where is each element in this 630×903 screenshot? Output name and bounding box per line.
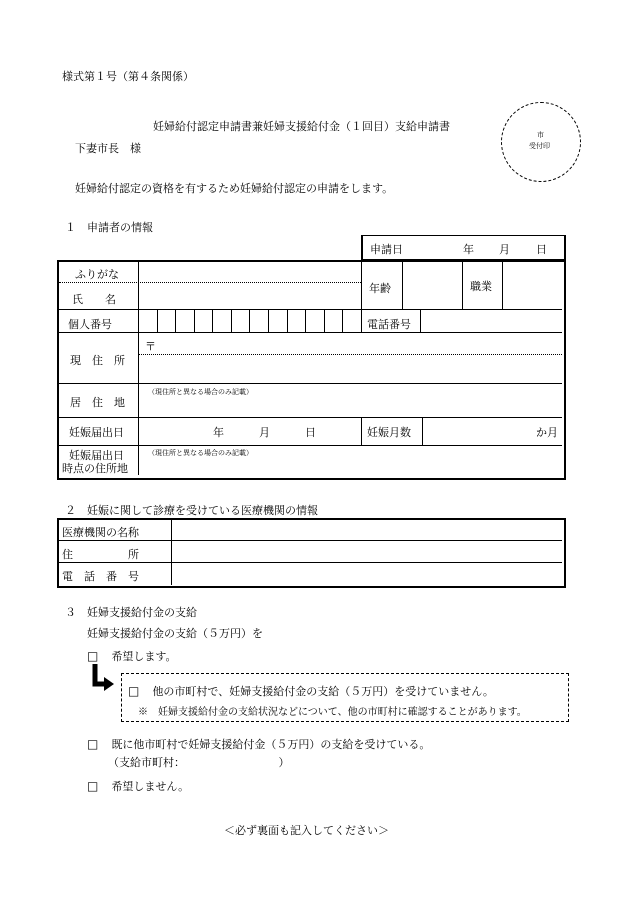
date-month-label: 月	[499, 243, 510, 256]
furigana-label: ふりがな	[75, 268, 119, 281]
pregnancy-months-field[interactable]	[424, 419, 534, 444]
institution-name-label: 医療機関の名称	[62, 526, 139, 539]
institution-address-field[interactable]	[174, 542, 560, 561]
option-not-received-label: 他の市町村で、妊婦支援給付金の支給（５万円）を受けていません。	[152, 685, 494, 698]
section3-intro: 妊婦支援給付金の支給（５万円）を	[87, 627, 263, 640]
name-label: 氏 名	[72, 293, 116, 306]
phone-label: 電話番号	[367, 318, 411, 331]
personal-number-label: 個人番号	[68, 318, 112, 331]
arrow-icon	[89, 664, 117, 694]
section1-heading: １ 申請者の情報	[65, 221, 153, 234]
option-not-wish-row[interactable]	[87, 775, 189, 794]
intro-statement: 妊婦給付認定の資格を有するため妊婦給付認定の申請をします。	[75, 182, 394, 195]
postal-mark: 〒	[145, 340, 156, 353]
application-date-box	[361, 235, 566, 260]
address-at-report-label-2: 時点の住所地	[62, 462, 128, 475]
paying-municipality-field[interactable]: （支給市町村： ）	[108, 756, 290, 769]
residence-note: （現住所と異なる場合のみ記載）	[148, 388, 253, 396]
checkbox-icon[interactable]: □	[87, 649, 99, 663]
institution-address-label: 住 所	[62, 548, 139, 561]
option-wish-detail-box	[121, 673, 569, 722]
report-year-label: 年	[213, 426, 224, 439]
pregnancy-report-date-label: 妊娠届出日	[69, 426, 124, 439]
footer-note: ＜必ず裏面も記入してください＞	[224, 824, 389, 837]
age-label: 年齢	[369, 282, 391, 295]
checkbox-icon[interactable]: □	[128, 684, 140, 698]
option-note: ※ 妊婦支援給付金の支給状況などについて、他の市町村に確認することがあります。	[138, 707, 527, 718]
furigana-field[interactable]	[140, 262, 360, 281]
personal-number-field[interactable]	[139, 310, 361, 332]
address-at-report-label-1: 妊娠届出日	[69, 449, 124, 462]
date-year-label: 年	[463, 243, 474, 256]
institution-phone-field[interactable]	[174, 564, 560, 583]
report-month-label: 月	[259, 426, 270, 439]
reception-stamp-area	[501, 102, 581, 182]
checkbox-icon[interactable]: □	[87, 737, 99, 751]
option-not-wish-label: 希望しません。	[111, 780, 190, 793]
option-already-received-row[interactable]	[87, 733, 430, 752]
report-day-label: 日	[305, 426, 316, 439]
option-already-received-label: 既に他市町村で妊婦支援給付金（５万円）の支給を受けている。	[111, 738, 431, 751]
addressee: 下妻市長 様	[75, 142, 141, 155]
address-label: 現 住 所	[70, 354, 125, 367]
stamp-label-reception: 受付印	[529, 142, 550, 150]
occupation-label: 職業	[470, 280, 492, 293]
pregnancy-report-date-field[interactable]	[140, 419, 360, 444]
application-date-label: 申請日	[370, 243, 403, 256]
pregnancy-months-label: 妊娠月数	[367, 426, 411, 439]
section2-heading: ２ 妊娠に関して診療を受けている医療機関の情報	[65, 504, 318, 517]
option-wish-label: 希望します。	[111, 650, 177, 663]
section3-heading: ３ 妊婦支援給付金の支給	[65, 606, 197, 619]
phone-field[interactable]	[422, 311, 561, 331]
date-day-label: 日	[536, 243, 547, 256]
option-not-received-row[interactable]	[128, 680, 494, 699]
checkbox-icon[interactable]: □	[87, 779, 99, 793]
institution-phone-label: 電 話 番 号	[62, 570, 139, 583]
months-unit: か月	[536, 426, 558, 439]
name-field[interactable]	[140, 284, 360, 308]
form-number: 様式第１号（第４条関係）	[62, 70, 194, 83]
stamp-label-city: 市	[537, 131, 544, 139]
option-wish-row[interactable]	[87, 645, 177, 664]
address-at-report-note: （現住所と異なる場合のみ記載）	[148, 449, 253, 457]
residence-field[interactable]	[140, 396, 560, 416]
address-at-report-field[interactable]	[140, 458, 560, 474]
age-field[interactable]	[404, 262, 460, 308]
form-title: 妊婦給付認定申請書兼妊婦支援給付金（１回目）支給申請書	[153, 120, 450, 133]
address-field[interactable]	[156, 334, 560, 382]
occupation-field[interactable]	[504, 262, 560, 308]
residence-label: 居 住 地	[70, 396, 125, 409]
institution-name-field[interactable]	[174, 521, 560, 539]
